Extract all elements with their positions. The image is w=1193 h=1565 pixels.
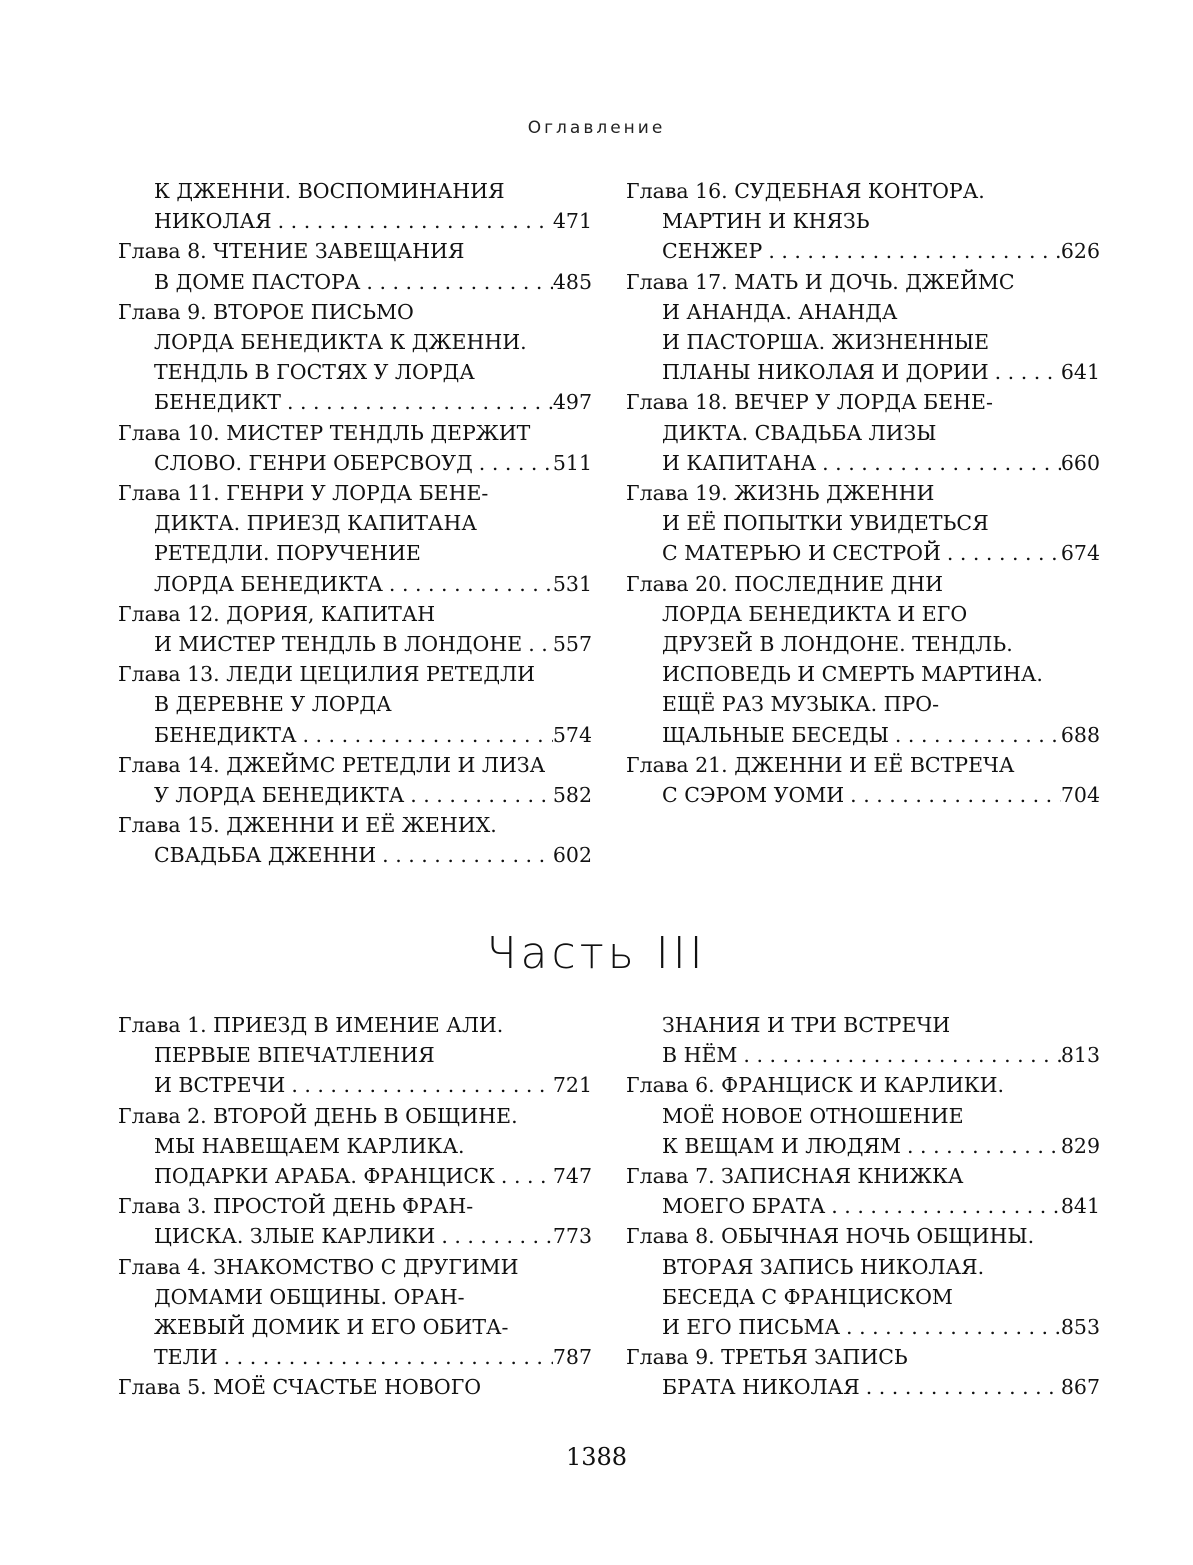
toc-page-number: 471: [552, 209, 592, 234]
toc-entry[interactable]: [626, 569, 1100, 750]
toc-entry-title-line: ПЛАНЫ НИКОЛАЯ И ДОРИИ: [662, 360, 989, 385]
toc-entry-title-line: Глава 19. ЖИЗНЬ ДЖЕННИ: [626, 481, 935, 506]
toc-entry-title-line: БРАТА НИКОЛАЯ: [662, 1375, 860, 1400]
dot-leader: [435, 1221, 553, 1251]
dot-leader: [737, 1040, 1060, 1070]
toc-entry-title-line: ДИКТА. ПРИЕЗД КАПИТАНА: [154, 511, 477, 536]
toc-entry-title-line: МОЁ НОВОЕ ОТНОШЕНИЕ: [662, 1103, 964, 1128]
toc-entry[interactable]: [118, 750, 592, 810]
toc-entry[interactable]: [118, 297, 592, 418]
toc-entry-title-line: С СЭРОМ УОМИ: [662, 783, 845, 808]
toc-page-number: 497: [552, 390, 592, 415]
dot-leader: [296, 720, 552, 750]
toc-entry-title-line: Глава 2. ВТОРОЙ ДЕНЬ В ОБЩИНЕ.: [118, 1103, 518, 1128]
toc-entry-title-line: Глава 16. СУДЕБНАЯ КОНТОРА.: [626, 179, 985, 203]
toc-entry-title-line: МАРТИН И КНЯЗЬ: [662, 209, 870, 234]
toc-entry-title-line: ЛОРДА БЕНЕДИКТА: [154, 571, 383, 596]
toc-page-number: 721: [552, 1073, 592, 1098]
toc-page-number: 747: [552, 1164, 592, 1189]
toc-page-number: 787: [552, 1345, 592, 1370]
dot-leader: [816, 448, 1061, 478]
dot-leader: [825, 1191, 1061, 1221]
toc-entry[interactable]: [118, 1372, 592, 1402]
dot-leader: [404, 780, 553, 810]
toc-page-number: 813: [1060, 1043, 1100, 1068]
toc-entry-title-line: Глава 7. ЗАПИСНАЯ КНИЖКА: [626, 1164, 964, 1189]
toc-page-number: 602: [552, 843, 592, 868]
dot-leader: [376, 840, 553, 870]
toc-page-number: 853: [1060, 1315, 1100, 1340]
dot-leader: [941, 538, 1061, 568]
dot-leader: [844, 780, 1061, 810]
toc-column-part2-right: [626, 176, 1100, 810]
toc-entry-title-line: ДРУЗЕЙ В ЛОНДОНЕ. ТЕНДЛЬ.: [662, 632, 1013, 657]
dot-leader: [281, 387, 553, 417]
toc-entry-title-line: Глава 3. ПРОСТОЙ ДЕНЬ ФРАН-: [118, 1194, 474, 1219]
toc-entry-title-line: ПЕРВЫЕ ВПЕЧАТЛЕНИЯ: [154, 1043, 435, 1068]
toc-entry-title-line: Глава 20. ПОСЛЕДНИЕ ДНИ: [626, 571, 943, 596]
toc-entry-title-line: МЫ НАВЕЩАЕМ КАРЛИКА.: [154, 1133, 465, 1158]
toc-entry[interactable]: [118, 1252, 592, 1373]
toc-entry[interactable]: [118, 236, 592, 296]
toc-page-number: 557: [552, 632, 592, 657]
toc-page-number: 485: [552, 269, 592, 294]
toc-entry-title-line: И ЕГО ПИСЬМА: [662, 1315, 841, 1340]
toc-entry-title-line: В ДЕРЕВНЕ У ЛОРДА: [154, 692, 392, 717]
toc-entry-title-line: Глава 8. ЧТЕНИЕ ЗАВЕЩАНИЯ: [118, 239, 465, 264]
toc-entry-title-line: Глава 14. ДЖЕЙМС РЕТЕДЛИ И ЛИЗА: [118, 752, 546, 777]
toc-entry-title-line: СЕНЖЕР: [662, 239, 763, 264]
dot-leader: [762, 236, 1061, 266]
toc-entry[interactable]: [118, 478, 592, 599]
toc-entry-title-line: С МАТЕРЬЮ И СЕСТРОЙ: [662, 541, 941, 566]
toc-page-number: 574: [552, 722, 592, 747]
toc-entry[interactable]: [626, 1070, 1100, 1161]
toc-entry-title-line: Глава 12. ДОРИЯ, КАПИТАН: [118, 601, 436, 626]
toc-entry-title-line: В НЁМ: [662, 1043, 738, 1068]
toc-entry[interactable]: [626, 1221, 1100, 1342]
toc-entry-title-line: И АНАНДА. АНАНДА: [662, 299, 898, 324]
toc-entry-title-line: И ВСТРЕЧИ: [154, 1073, 286, 1098]
toc-entry-title-line: Глава 11. ГЕНРИ У ЛОРДА БЕНЕ-: [118, 481, 489, 506]
toc-entry-title-line: ИСПОВЕДЬ И СМЕРТЬ МАРТИНА.: [662, 662, 1043, 687]
toc-entry-title-line: Глава 21. ДЖЕННИ И ЕЁ ВСТРЕЧА: [626, 752, 1015, 777]
dot-leader: [840, 1312, 1061, 1342]
dot-leader: [272, 206, 553, 236]
toc-entry[interactable]: [626, 750, 1100, 810]
dot-leader: [522, 629, 553, 659]
toc-entry-title-line: Глава 4. ЗНАКОМСТВО С ДРУГИМИ: [118, 1254, 519, 1279]
dot-leader: [360, 267, 552, 297]
toc-page-number: 660: [1060, 450, 1100, 475]
toc-entry-title-line: БЕСЕДА С ФРАНЦИСКОМ: [662, 1284, 953, 1309]
toc-entry-title-line: Глава 10. МИСТЕР ТЕНДЛЬ ДЕРЖИТ: [118, 420, 531, 445]
toc-page-number: 641: [1060, 360, 1100, 385]
toc-entry-title-line: ТЕНДЛЬ В ГОСТЯХ У ЛОРДА: [154, 360, 475, 385]
toc-page-number: 582: [552, 783, 592, 808]
dot-leader: [901, 1131, 1061, 1161]
toc-page-number: 829: [1060, 1133, 1100, 1158]
toc-entry[interactable]: [626, 176, 1100, 267]
toc-entry[interactable]: [118, 1191, 592, 1251]
toc-page-number: 688: [1060, 722, 1100, 747]
toc-page-number: 674: [1060, 541, 1100, 566]
toc-entry-title-line: К ДЖЕННИ. ВОСПОМИНАНИЯ: [154, 179, 505, 203]
toc-entry[interactable]: [118, 176, 592, 236]
toc-entry[interactable]: [118, 1010, 592, 1101]
toc-entry-title-line: Глава 1. ПРИЕЗД В ИМЕНИЕ АЛИ.: [118, 1013, 504, 1037]
toc-entry-title-line: В ДОМЕ ПАСТОРА: [154, 269, 361, 294]
toc-page-number: 841: [1060, 1194, 1100, 1219]
toc-page-number: 867: [1060, 1375, 1100, 1400]
toc-column-part3-right: [626, 1010, 1100, 1403]
toc-entry-title-line: Глава 9. ВТОРОЕ ПИСЬМО: [118, 299, 414, 324]
toc-entry-title-line: К ВЕЩАМ И ЛЮДЯМ: [662, 1133, 902, 1158]
dot-leader: [473, 448, 553, 478]
toc-entry-title-line: Глава 6. ФРАНЦИСК И КАРЛИКИ.: [626, 1073, 1005, 1098]
dot-leader: [218, 1342, 553, 1372]
toc-entry[interactable]: [626, 1161, 1100, 1221]
toc-entry-title-line: СЛОВО. ГЕНРИ ОБЕРСВОУД: [154, 450, 473, 475]
toc-entry-title-line: ЩАЛЬНЫЕ БЕСЕДЫ: [662, 722, 889, 747]
dot-leader: [285, 1070, 553, 1100]
toc-entry-title-line: ДОМАМИ ОБЩИНЫ. ОРАН-: [154, 1284, 465, 1309]
toc-entry-title-line: ЕЩЁ РАЗ МУЗЫКА. ПРО-: [662, 692, 940, 717]
toc-entry-title-line: ЛОРДА БЕНЕДИКТА И ЕГО: [662, 601, 968, 626]
toc-entry-title-line: ЗНАНИЯ И ТРИ ВСТРЕЧИ: [662, 1013, 951, 1037]
toc-entry[interactable]: [118, 810, 592, 870]
dot-leader: [860, 1372, 1061, 1402]
toc-entry-title-line: Глава 17. МАТЬ И ДОЧЬ. ДЖЕЙМС: [626, 269, 1015, 294]
toc-entry-title-line: ЛОРДА БЕНЕДИКТА К ДЖЕННИ.: [154, 330, 527, 355]
toc-entry-title-line: БЕНЕДИКТА: [154, 722, 297, 747]
toc-entry-title-line: Глава 18. ВЕЧЕР У ЛОРДА БЕНЕ-: [626, 390, 993, 415]
toc-page-number: 704: [1060, 783, 1100, 808]
toc-page-number: 626: [1060, 239, 1100, 264]
toc-page-number: 773: [552, 1224, 592, 1249]
toc-entry-title-line: ТЕЛИ: [154, 1345, 218, 1370]
toc-entry-title-line: И ПАСТОРША. ЖИЗНЕННЫЕ: [662, 330, 990, 355]
toc-entry-title-line: СВАДЬБА ДЖЕННИ: [154, 843, 377, 868]
toc-entry-title-line: МОЕГО БРАТА: [662, 1194, 826, 1219]
toc-entry-title-line: И ЕЁ ПОПЫТКИ УВИДЕТЬСЯ: [662, 511, 989, 536]
toc-entry-title-line: ВТОРАЯ ЗАПИСЬ НИКОЛАЯ.: [662, 1254, 985, 1279]
toc-entry-title-line: Глава 5. МОЁ СЧАСТЬЕ НОВОГО: [118, 1375, 482, 1400]
toc-entry-title-line: ПОДАРКИ АРАБА. ФРАНЦИСК: [154, 1164, 495, 1189]
toc-column-part2-left: [118, 176, 592, 871]
toc-entry[interactable]: [118, 599, 592, 659]
toc-entry-title-line: Глава 8. ОБЫЧНАЯ НОЧЬ ОБЩИНЫ.: [626, 1224, 1035, 1249]
toc-entry-title-line: ЖЕВЫЙ ДОМИК И ЕГО ОБИТА-: [154, 1315, 509, 1340]
toc-column-part3-left: [118, 1010, 592, 1403]
part-title: Часть III: [486, 928, 707, 979]
toc-entry-title-line: И КАПИТАНА: [662, 450, 817, 475]
toc-entry-title-line: РЕТЕДЛИ. ПОРУЧЕНИЕ: [154, 541, 421, 566]
dot-leader: [889, 720, 1061, 750]
page-number: 1388: [565, 1443, 628, 1471]
dot-leader: [989, 357, 1061, 387]
toc-entry-title-line: БЕНЕДИКТ: [154, 390, 281, 415]
toc-entry-title-line: И МИСТЕР ТЕНДЛЬ В ЛОНДОНЕ: [154, 632, 523, 657]
toc-entry-title-line: НИКОЛАЯ: [154, 209, 272, 234]
toc-page-number: 511: [552, 450, 592, 475]
running-head: Оглавление: [527, 118, 666, 138]
toc-entry-title-line: Глава 13. ЛЕДИ ЦЕЦИЛИЯ РЕТЕДЛИ: [118, 662, 536, 687]
toc-entry-title-line: ДИКТА. СВАДЬБА ЛИЗЫ: [662, 420, 937, 445]
toc-entry[interactable]: [118, 418, 592, 478]
toc-entry-title-line: Глава 15. ДЖЕННИ И ЕЁ ЖЕНИХ.: [118, 813, 497, 838]
toc-entry[interactable]: [626, 478, 1100, 569]
toc-page-number: 531: [552, 571, 592, 596]
toc-entry-title-line: ЦИСКА. ЗЛЫЕ КАРЛИКИ: [154, 1224, 436, 1249]
toc-entry[interactable]: [626, 387, 1100, 478]
dot-leader: [495, 1161, 553, 1191]
dot-leader: [383, 569, 553, 599]
toc-entry-title-line: Глава 9. ТРЕТЬЯ ЗАПИСЬ: [626, 1345, 908, 1370]
toc-entry[interactable]: [118, 659, 592, 750]
toc-entry[interactable]: [626, 1342, 1100, 1402]
toc-entry[interactable]: [118, 1101, 592, 1192]
toc-entry[interactable]: [626, 1010, 1100, 1070]
toc-entry-title-line: У ЛОРДА БЕНЕДИКТА: [154, 783, 405, 808]
toc-entry[interactable]: [626, 267, 1100, 388]
